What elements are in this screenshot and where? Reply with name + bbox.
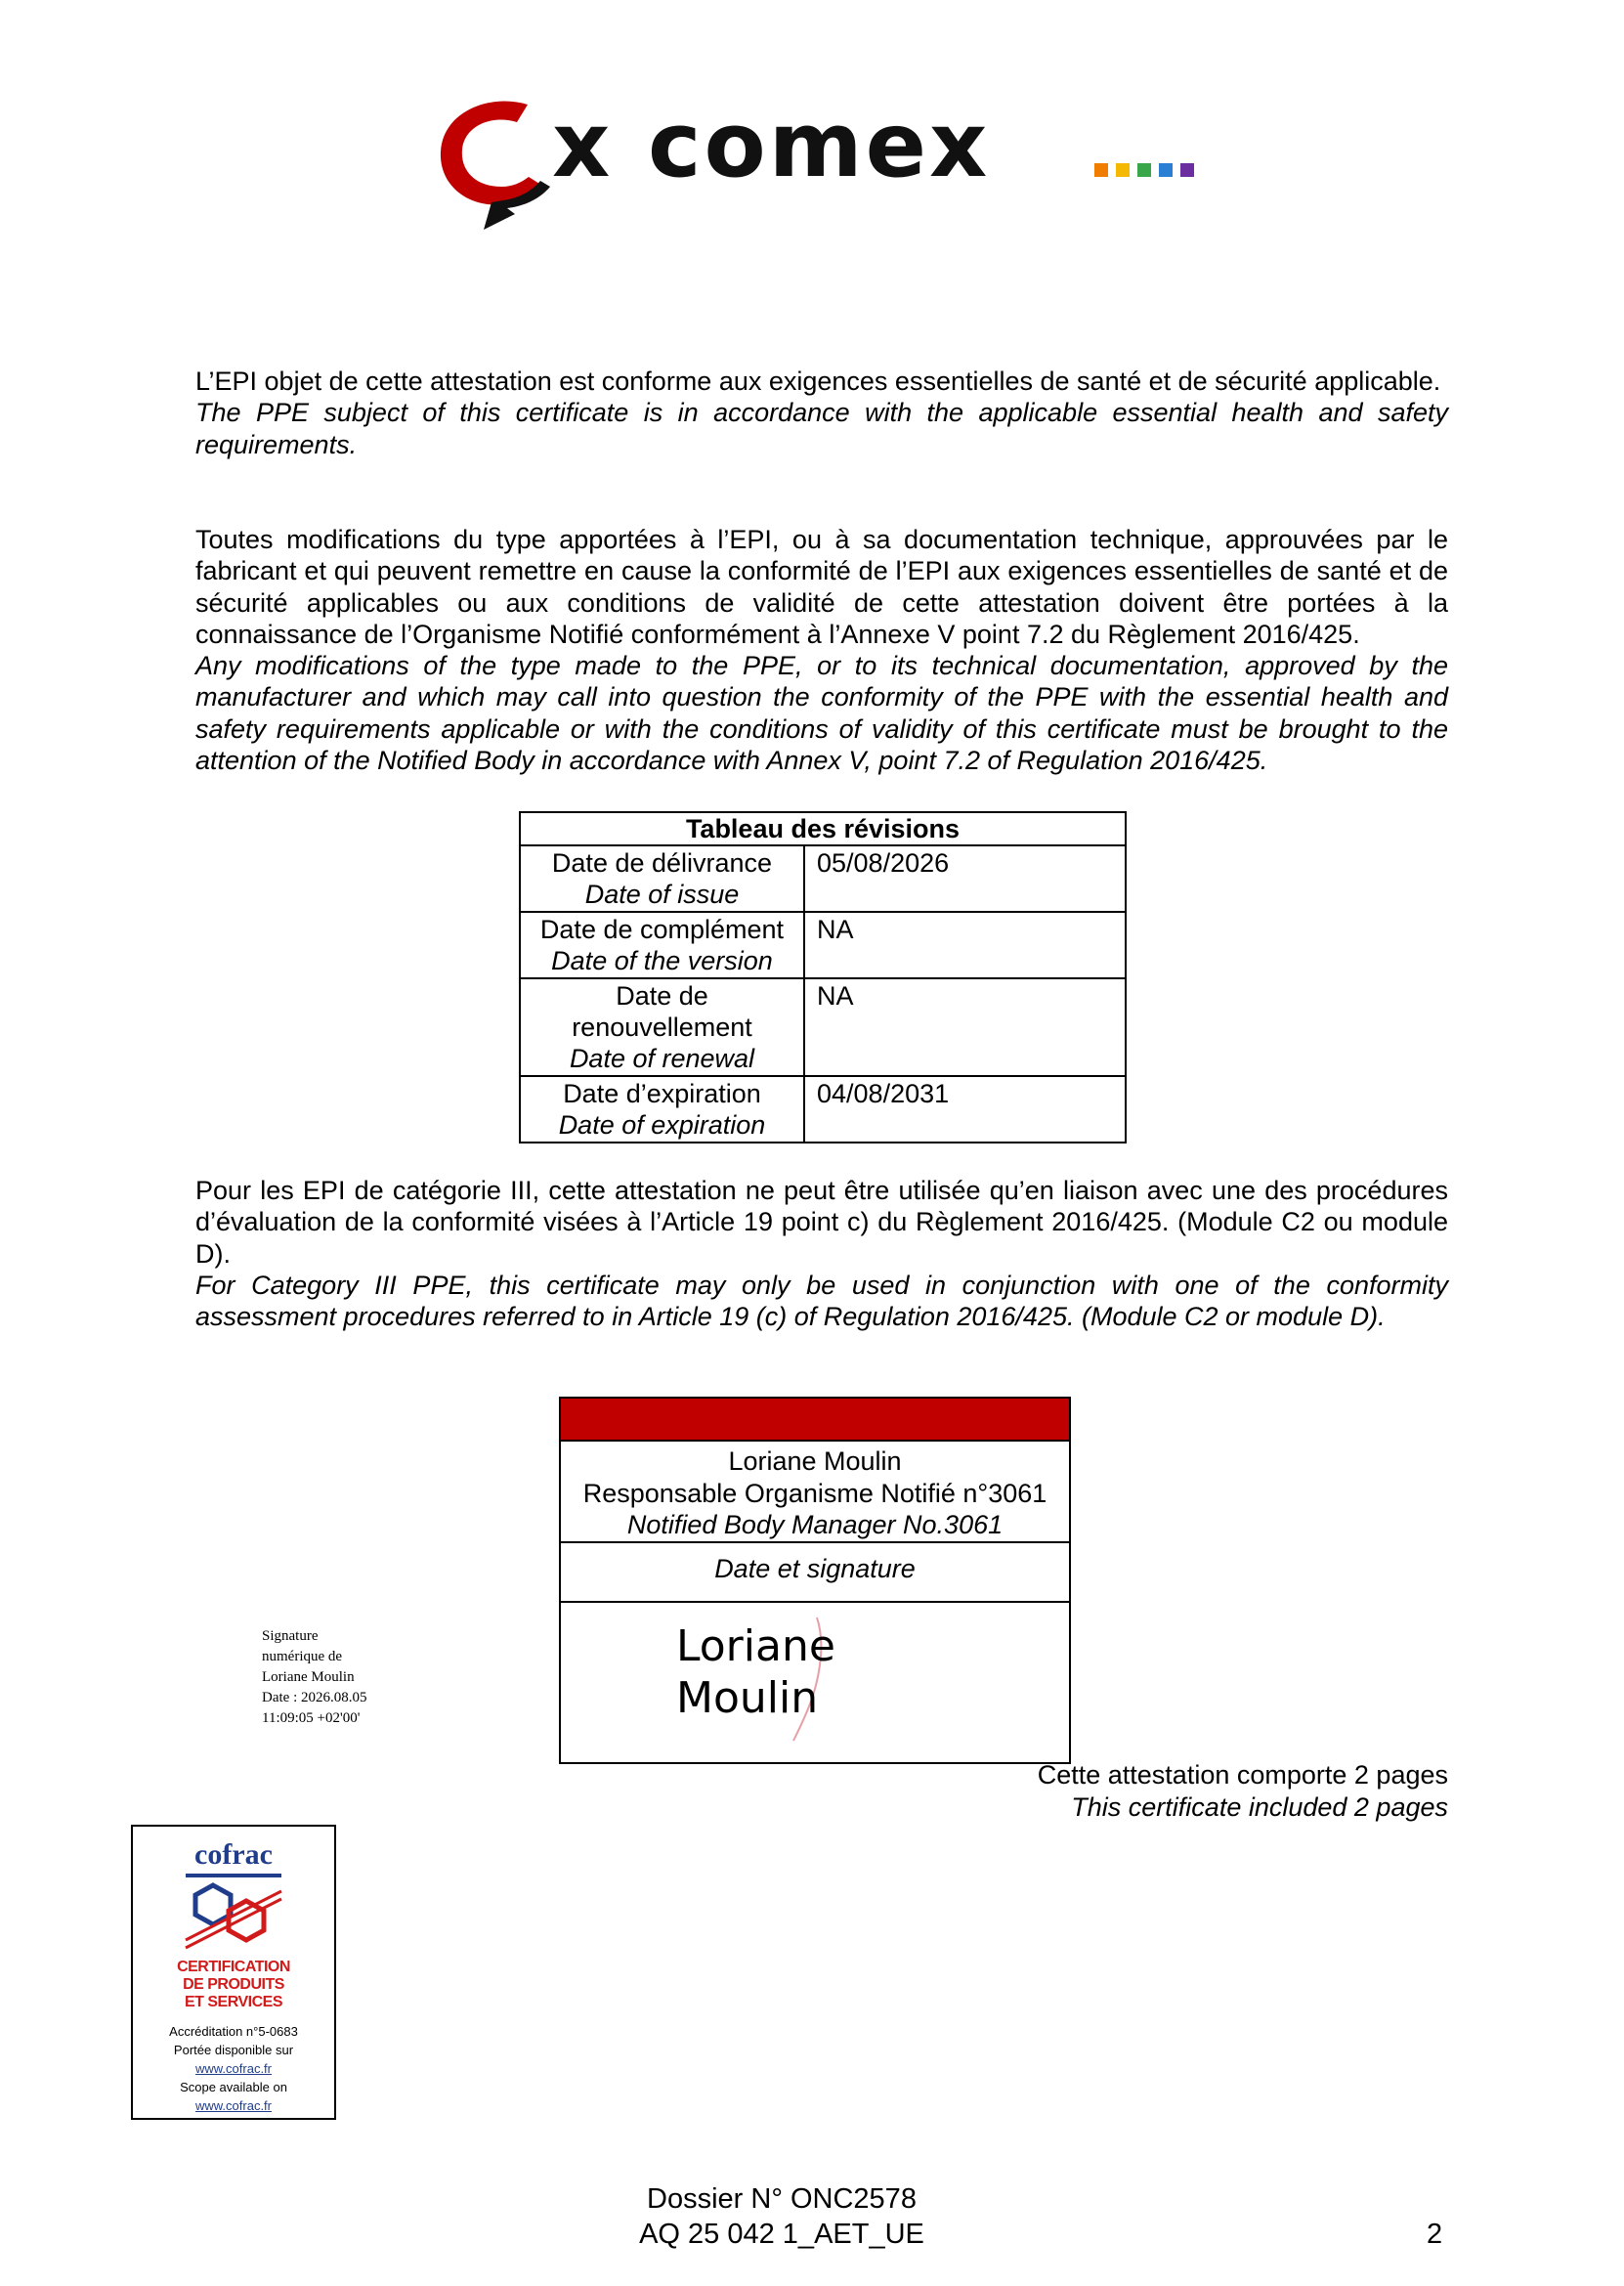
row-value: NA <box>804 912 1126 978</box>
digital-signature-details <box>262 1626 366 1729</box>
cofrac-link-fr[interactable]: www.cofrac.fr <box>194 2061 272 2076</box>
logo-wordmark: comex <box>648 93 991 197</box>
scope-en: Scope available on <box>180 2080 287 2094</box>
conformity-text-fr: L’EPI objet de cette attestation est conforme aux exigences essentielles de santé et de sécurité applicable. <box>195 367 1441 396</box>
divider <box>561 1541 1069 1543</box>
row-label-en: Date of expiration <box>558 1110 766 1140</box>
page-number: 2 <box>1427 2219 1443 2250</box>
signatory-role-en: Notified Body Manager No.3061 <box>626 1510 1004 1539</box>
row-label-fr: Date d’expiration <box>563 1079 761 1108</box>
row-value: 05/08/2026 <box>804 845 1126 912</box>
row-label <box>520 912 804 978</box>
table-row <box>520 912 1126 978</box>
cofrac-accreditation-badge <box>131 1825 336 2120</box>
cofrac-cert-line: CERTIFICATION <box>177 1959 290 1975</box>
modifications-text-en: Any modifications of the type made to the PPE, or to its technical documentation, approved by the manufacturer and which may call into question the conformity of the PPE with the essential health and safety requirements applicable or with the conditions of validity of this certificate must be brought to the attention of the Notified Body in accordance with Annex V, point 7.2 of Regulation 2016/425. <box>195 651 1448 776</box>
cofrac-hexagon-icon <box>184 1872 283 1958</box>
dossier-number: Dossier N° ONC2578 <box>647 2183 917 2215</box>
modifications-text-fr: Toutes modifications du type apportées à l’EPI, ou à sa documentation technique, approuvées par le fabricant et qui peuvent remettre en cause la conformité de l’EPI aux exigences essentielles de santé et de sécurité applicables ou aux conditions de validité de cette attestation doivent être portées à la connaissance de l’Organisme Notifié conformément à l’Annexe V point 7.2 du Règlement 2016/425. <box>195 525 1448 649</box>
cofrac-certification-label <box>133 1959 334 2011</box>
comex-logo <box>435 93 1226 239</box>
table-row <box>520 978 1126 1076</box>
logo-dot <box>1094 163 1108 177</box>
signature-first-name: Loriane <box>676 1621 835 1671</box>
row-label-fr: Date de complément <box>539 915 785 944</box>
row-label <box>520 845 804 912</box>
conformity-text-en: The PPE subject of this certificate is in accordance with the applicable essential health and safety requirements. <box>195 398 1448 459</box>
row-label <box>520 978 804 1076</box>
revisions-table-title: Tableau des révisions <box>520 812 1126 845</box>
cofrac-link-en[interactable]: www.cofrac.fr <box>194 2098 272 2113</box>
logo-dot <box>1137 163 1151 177</box>
signature-header-bar <box>561 1399 1069 1442</box>
date-signature-label: Date et signature <box>714 1554 916 1583</box>
row-label-en: Date of renewal <box>569 1044 755 1073</box>
divider <box>561 1601 1069 1603</box>
cofrac-title: cofrac <box>194 1838 273 1871</box>
category-text-fr: Pour les EPI de catégorie III, cette attestation ne peut être utilisée qu’en liaison avec une des procédures d’évaluation de la conformité visées à l’Article 19 point c) du Règlement 2016/425. (Module C2 ou module D). <box>195 1176 1448 1269</box>
logo-dot <box>1180 163 1194 177</box>
row-label-fr: Date de renouvellement <box>572 981 752 1042</box>
row-label-en: Date of issue <box>584 880 740 909</box>
pages-note <box>1038 1759 1448 1824</box>
sig-detail-line: Date : 2026.08.05 <box>262 1690 367 1705</box>
modifications-paragraph <box>195 524 1448 776</box>
sig-detail-line: numérique de <box>262 1649 343 1664</box>
signatory-role-fr: Responsable Organisme Notifié n°3061 <box>582 1478 1047 1508</box>
signature-block <box>559 1397 1071 1764</box>
category-paragraph <box>195 1175 1448 1332</box>
conformity-paragraph <box>195 366 1448 460</box>
pages-note-en: This certificate included 2 pages <box>1071 1792 1448 1822</box>
signatory-info <box>561 1445 1069 1541</box>
document-reference: AQ 25 042 1_AET_UE <box>639 2219 924 2250</box>
logo-dot <box>1116 163 1130 177</box>
table-row <box>520 845 1126 912</box>
logo-dot <box>1159 163 1173 177</box>
cofrac-cert-line: ET SERVICES <box>184 1994 282 2010</box>
row-value: NA <box>804 978 1126 1076</box>
logo-color-dots <box>1094 163 1194 177</box>
revisions-table <box>519 811 1127 1143</box>
category-text-en: For Category III PPE, this certificate may only be used in conjunction with one of the conformity assessment procedures referred to in Article 19 (c) of Regulation 2016/425. (Module C2 or module D). <box>195 1270 1448 1332</box>
accreditation-number: Accréditation n°5-0683 <box>169 2024 298 2039</box>
scope-fr: Portée disponible sur <box>173 2043 294 2057</box>
cofrac-details <box>133 2022 334 2115</box>
row-value: 04/08/2031 <box>804 1076 1126 1143</box>
table-row <box>520 1076 1126 1143</box>
sig-detail-line: 11:09:05 +02'00' <box>262 1710 361 1726</box>
row-label-fr: Date de délivrance <box>551 848 773 878</box>
logo-x-mark: x <box>552 93 611 197</box>
sig-detail-line: Signature <box>262 1628 319 1644</box>
signatory-name: Loriane Moulin <box>728 1446 902 1476</box>
row-label-en: Date of the version <box>551 946 773 975</box>
revisions-table-header <box>520 812 1126 845</box>
cofrac-cert-line: DE PRODUITS <box>183 1976 284 1993</box>
footer-dossier <box>586 2181 977 2252</box>
pages-note-fr: Cette attestation comporte 2 pages <box>1037 1760 1448 1790</box>
sig-detail-line: Loriane Moulin <box>262 1669 355 1685</box>
signature-last-name: Moulin <box>676 1673 819 1723</box>
row-label <box>520 1076 804 1143</box>
